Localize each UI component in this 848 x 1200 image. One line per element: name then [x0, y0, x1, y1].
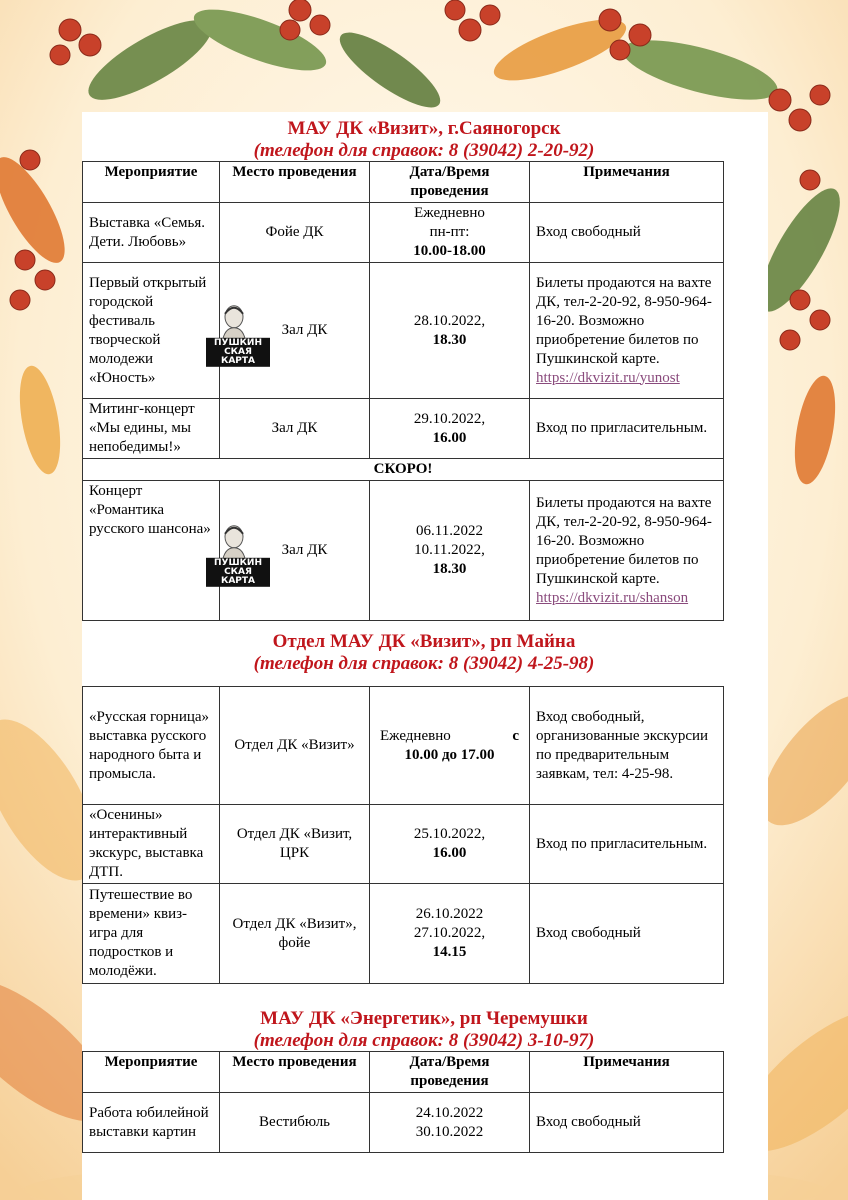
section-2-phone: (телефон для справок: 8 (39042) 4-25-98) — [253, 653, 595, 674]
notes-text: Билеты продаются на вахте ДК, тел-2-20-92, 8-950-964-16-20. Возможно приобретение билетов по Пушкинской карте. — [536, 274, 712, 367]
notes-cell — [530, 263, 724, 399]
section-3-table — [82, 1051, 724, 1153]
time-line: 16.00 — [432, 845, 467, 861]
table-row — [83, 481, 724, 621]
event-cell: Первый открытый городской фестиваль творческой молодежи «Юность» — [83, 263, 220, 399]
event-cell: «Русская горница» выставка русского народного быта и промысла. — [83, 687, 220, 805]
time-line: 14.15 — [432, 944, 467, 960]
place-cell: Отдел ДК «Визит, ЦРК — [220, 805, 370, 884]
time-line: 16.00 — [432, 429, 467, 446]
date-cell — [370, 263, 530, 399]
event-cell: Путешествие во времени» квиз-игра для подростков и молодёжи. — [83, 884, 220, 984]
date-cell — [370, 399, 530, 459]
time-line: 18.30 — [432, 331, 467, 348]
pushkin-card-logo — [206, 523, 274, 591]
notes-cell: Вход по пригласительным. — [530, 399, 724, 459]
notes-cell: Вход свободный — [530, 203, 724, 263]
header-place: Место проведения — [220, 1052, 370, 1093]
section-3-title: МАУ ДК «Энергетик», рп Черемушки — [260, 1008, 588, 1029]
soon-label: СКОРО! — [83, 459, 724, 481]
date-line: 06.11.2022 — [416, 523, 483, 539]
header-notes: Примечания — [530, 162, 724, 203]
time-line: 10.00-18.00 — [413, 243, 486, 259]
header-place: Место проведения — [220, 162, 370, 203]
date-cell — [370, 481, 530, 621]
date-line: 27.10.2022, — [413, 925, 486, 941]
date-line: 25.10.2022, — [413, 826, 486, 842]
section-3-header — [0, 1008, 848, 1052]
place-cell: Отдел ДК «Визит» — [220, 687, 370, 805]
notes-cell: Вход по пригласительным. — [530, 805, 724, 884]
time-line: 18.30 — [432, 561, 467, 577]
place-cell: Зал ДК — [220, 399, 370, 459]
place-cell: Отдел ДК «Визит», фойе — [220, 884, 370, 984]
table-header-row — [83, 162, 724, 203]
section-2-header — [0, 631, 848, 675]
date-from-text: с — [512, 727, 519, 744]
section-2-table — [82, 686, 724, 984]
section-1-phone: (телефон для справок: 8 (39042) 2-20-92) — [253, 140, 595, 161]
date-cell — [370, 805, 530, 884]
section-2-title: Отдел МАУ ДК «Визит», рп Майна — [272, 631, 576, 652]
date-line: пн-пт: — [429, 224, 470, 240]
section-3-phone: (телефон для справок: 8 (39042) 3-10-97) — [253, 1030, 595, 1051]
place-text: Зал ДК — [281, 542, 328, 558]
pushkin-card-label: ПУШКИН СКАЯ КАРТА — [206, 337, 270, 366]
date-line: 26.10.2022 — [415, 906, 484, 922]
time-line: 10.00 до 17.00 — [404, 746, 495, 763]
header-date: Дата/Время проведения — [370, 162, 530, 203]
date-line: 10.11.2022, — [414, 542, 485, 558]
soon-row — [83, 459, 724, 481]
notes-cell: Вход свободный — [530, 884, 724, 984]
place-cell: Вестибюль — [220, 1093, 370, 1153]
date-line: 30.10.2022 — [415, 1123, 484, 1140]
date-cell — [370, 687, 530, 805]
date-line: 29.10.2022, — [413, 410, 486, 427]
header-event: Мероприятие — [83, 1052, 220, 1093]
place-text: Зал ДК — [281, 322, 328, 338]
date-cell — [370, 884, 530, 984]
header-notes: Примечания — [530, 1052, 724, 1093]
event-cell: «Осенины» интерактивный экскурс, выставка ДТП. — [83, 805, 220, 884]
notes-text: Билеты продаются на вахте ДК, тел-2-20-92, 8-950-964-16-20. Возможно приобретение билетов по Пушкинской карте. — [536, 494, 712, 587]
place-cell: Фойе ДК — [220, 203, 370, 263]
date-line: 28.10.2022, — [413, 312, 486, 329]
header-event: Мероприятие — [83, 162, 220, 203]
date-cell — [370, 1093, 530, 1153]
table-row — [83, 884, 724, 984]
place-cell — [213, 263, 370, 399]
date-line: Ежедневно — [414, 205, 485, 221]
event-link[interactable]: https://dkvizit.ru/yunost — [536, 369, 680, 386]
section-1-title: МАУ ДК «Визит», г.Саяногорск — [287, 118, 561, 139]
event-cell: Работа юбилейной выставки картин — [83, 1093, 220, 1153]
section-1-header — [0, 118, 848, 162]
date-cell — [370, 203, 530, 263]
table-row — [83, 203, 724, 263]
notes-cell — [530, 481, 724, 621]
date-line — [376, 727, 523, 746]
event-cell: Концерт «Романтика русского шансона» — [83, 481, 220, 621]
section-1-table — [82, 161, 724, 621]
table-row — [83, 805, 724, 884]
table-row — [83, 1093, 724, 1153]
notes-cell: Вход свободный — [530, 1093, 724, 1153]
header-date: Дата/Время проведения — [370, 1052, 530, 1093]
date-text: Ежедневно — [380, 727, 451, 744]
event-cell: Выставка «Семья. Дети. Любовь» — [83, 203, 220, 263]
event-cell: Митинг-концерт «Мы едины, мы непобедимы!» — [83, 399, 220, 459]
pushkin-card-label: ПУШКИН СКАЯ КАРТА — [206, 557, 270, 586]
pushkin-card-logo — [206, 303, 274, 371]
table-row — [83, 263, 724, 399]
table-row — [83, 687, 724, 805]
event-link[interactable]: https://dkvizit.ru/shanson — [536, 589, 689, 606]
table-row — [83, 399, 724, 459]
notes-cell: Вход свободный, организованные экскурсии по предварительным заявкам, тел: 4-25-98. — [530, 687, 724, 805]
place-cell — [213, 481, 370, 621]
table-header-row — [83, 1052, 724, 1093]
date-line: 24.10.2022 — [415, 1104, 484, 1121]
